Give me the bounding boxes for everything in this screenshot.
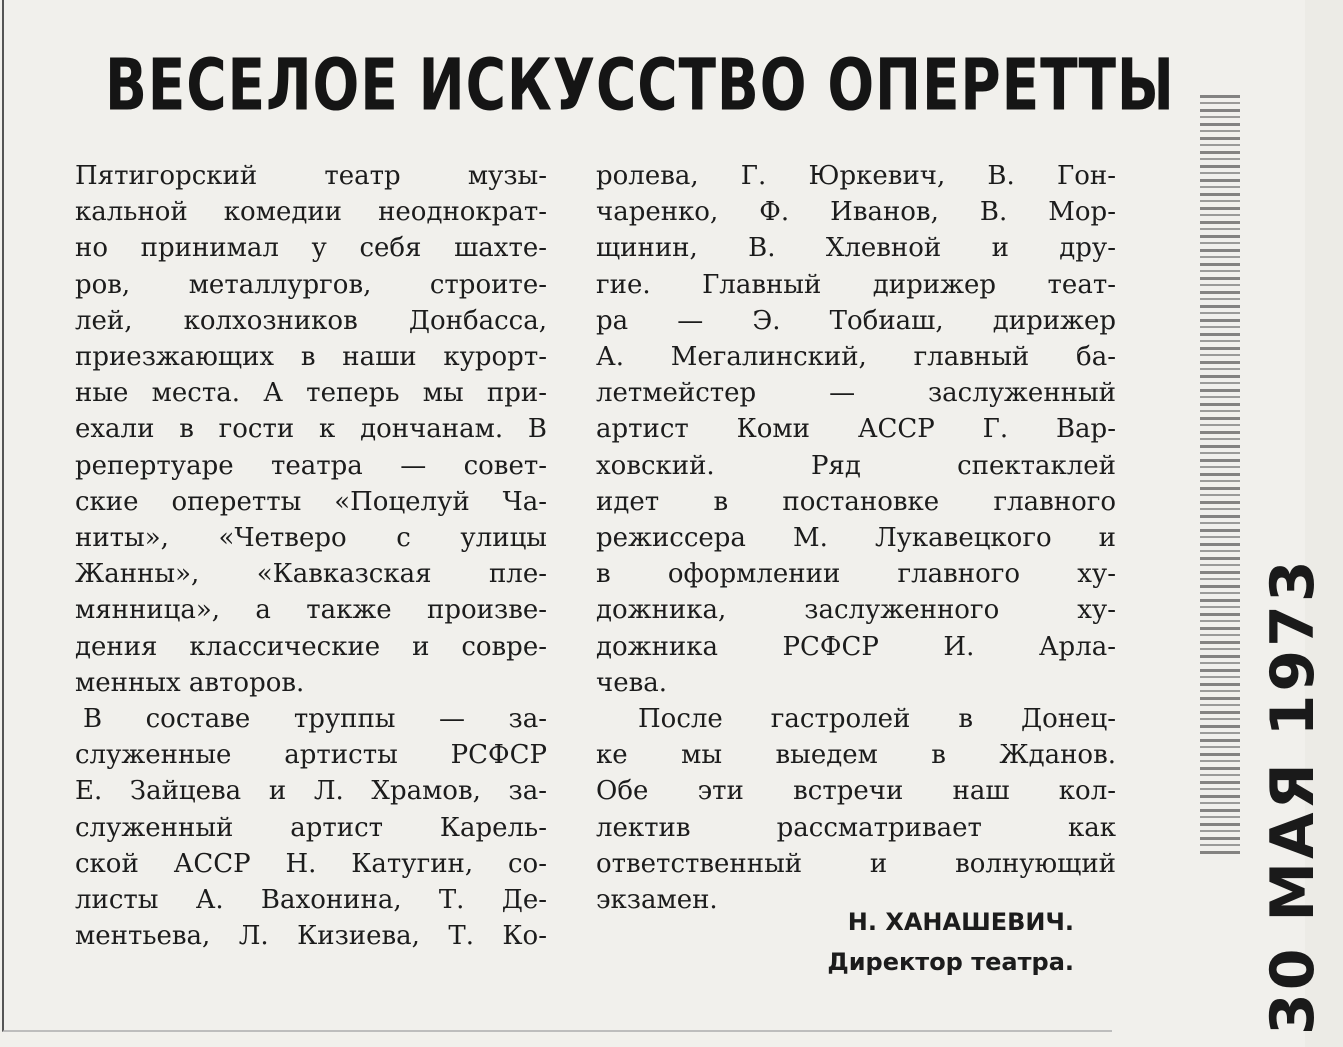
text-line: приезжающих в наши курорт-	[75, 342, 547, 373]
text-line: Обе эти встречи наш кол-	[596, 776, 1116, 807]
stamp-paper-name	[1200, 95, 1240, 855]
text-line: ров, металлургов, строите-	[75, 269, 547, 300]
article-headline: ВЕСЕЛОЕ ИСКУССТВО ОПЕРЕТТЫ	[105, 44, 1175, 128]
text-line: менных авторов.	[75, 667, 305, 698]
text-line: экзамен.	[596, 885, 718, 916]
text-line: ментьева, Л. Кизиева, Т. Ко-	[75, 921, 547, 952]
text-line: ные места. А теперь мы при-	[75, 378, 547, 409]
text-line: ской АССР Н. Катугин, со-	[75, 848, 547, 879]
text-line: дожника РСФСР И. Арла-	[596, 631, 1116, 662]
text-line: ские оперетты «Поцелуй Ча-	[75, 486, 547, 517]
article-signature	[734, 902, 1074, 982]
text-line: чева.	[596, 667, 667, 698]
article-column-left	[75, 158, 547, 954]
article-column-right	[596, 158, 1116, 918]
text-line: летмейстер — заслуженный	[596, 378, 1116, 409]
text-line: В составе труппы — за-	[83, 704, 547, 735]
text-line: артист Коми АССР Г. Вар-	[596, 414, 1116, 445]
text-line: дожника, заслуженного ху-	[596, 595, 1116, 626]
text-line: Е. Зайцева и Л. Храмов, за-	[75, 776, 547, 807]
text-line: щинин, В. Хлевной и дру-	[596, 233, 1116, 264]
text-line: лектив рассматривает как	[596, 812, 1116, 843]
text-line: ехали в гости к дончанам. В	[75, 414, 547, 445]
text-line: гие. Главный дирижер теат-	[596, 269, 1116, 300]
text-line: После гастролей в Донец-	[638, 704, 1116, 735]
text-line: ответственный и волнующий	[596, 848, 1116, 879]
text-line: А. Мегалинский, главный ба-	[596, 342, 1116, 373]
author-name: Н. ХАНАШЕВИЧ.	[847, 908, 1074, 936]
text-line: ке мы выедем в Жданов.	[596, 740, 1116, 771]
text-line: листы А. Вахонина, Т. Де-	[75, 885, 547, 916]
text-line: режиссера М. Лукавецкого и	[596, 523, 1116, 554]
stamp-date: 30 МАЯ 1973	[1258, 557, 1328, 1035]
text-line: дения классические и совре-	[75, 631, 547, 662]
text-line: кальной комедии неоднократ-	[75, 197, 547, 228]
text-line: в оформлении главного ху-	[596, 559, 1116, 590]
text-line: ховский. Ряд спектаклей	[596, 450, 1116, 481]
author-title: Директор театра.	[827, 948, 1074, 976]
text-line: чаренко, Ф. Иванов, В. Мор-	[596, 197, 1116, 228]
text-line: репертуаре театра — совет-	[75, 450, 547, 481]
text-line: но принимал у себя шахте-	[75, 233, 547, 264]
text-line: ра — Э. Тобиаш, дирижер	[596, 305, 1116, 336]
text-line: служенный артист Карель-	[75, 812, 547, 843]
text-line: идет в постановке главного	[596, 486, 1116, 517]
text-line: Пятигорский театр музы-	[75, 161, 547, 191]
text-line: ролева, Г. Юркевич, В. Гон-	[596, 161, 1116, 191]
text-line: Жанны», «Кавказская пле-	[75, 559, 547, 590]
text-line: лей, колхозников Донбасса,	[75, 305, 547, 336]
text-line: служенные артисты РСФСР	[75, 740, 547, 771]
text-line: мянница», а также произве-	[75, 595, 547, 626]
text-line: ниты», «Четверо с улицы	[75, 523, 547, 554]
